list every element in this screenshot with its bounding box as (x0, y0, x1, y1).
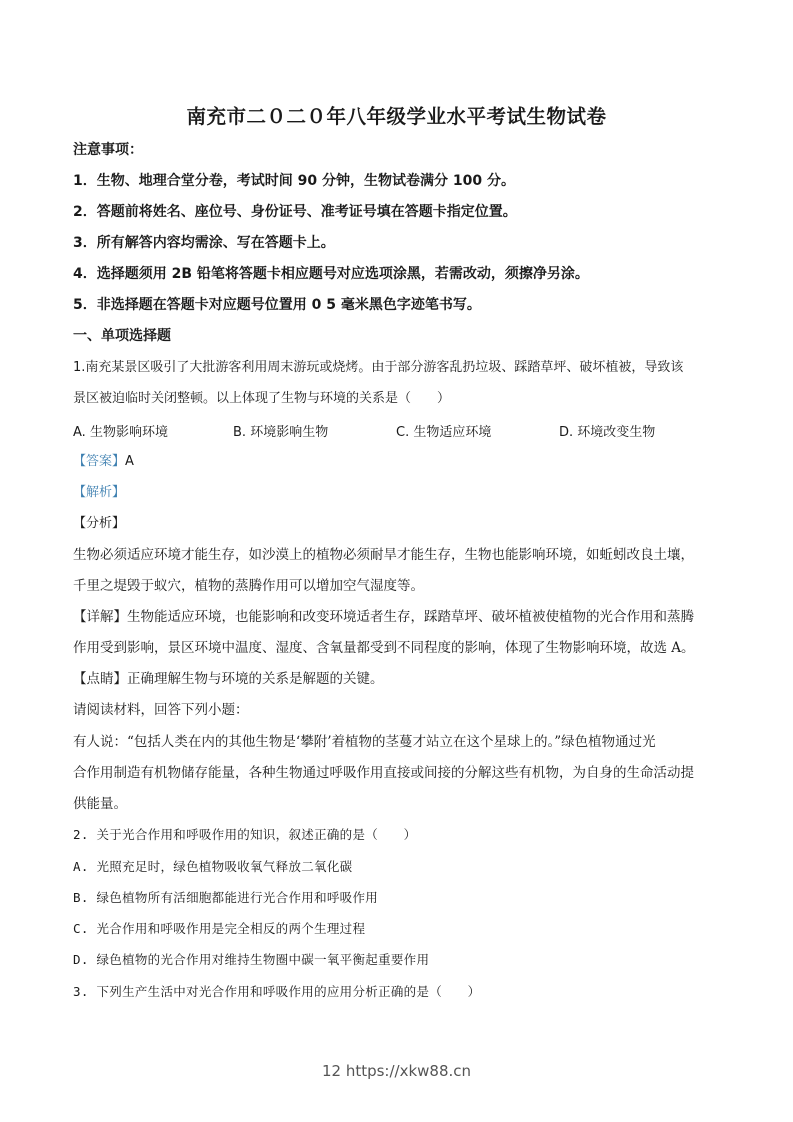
q1-stem-line-2: 景区被迫临时关闭整顿。以上体现了生物与环境的关系是（ ） (73, 391, 451, 406)
q1-option-a (73, 421, 168, 440)
q1-option-d-text: 环境改变生物 (577, 425, 656, 440)
xiangjie-line-1 (73, 607, 694, 627)
page-title: 南充市二０二０年八年级学业水平考试生物试卷 (186, 105, 607, 128)
fenxi-line-1: 生物必须适应环境才能生存，如沙漠上的植物必须耐旱才能生存，生物也能影响环境，如蚯蚓改良土壤， (73, 547, 694, 563)
q2-option-a: A. 光照充足时，绿色植物吸收氧气释放二氧化碳 (73, 859, 353, 874)
material-intro: 请阅读材料，回答下列小题： (73, 702, 249, 718)
analysis-tag: 【解析】 (73, 485, 126, 500)
q2-option-b: B. 绿色植物所有活细胞都能进行光合作用和呼吸作用 (73, 890, 379, 905)
q1-option-c-label: C. (396, 425, 410, 440)
q1-option-d-label: D. (559, 425, 574, 440)
material-line-2: 合作用制造有机物储存能量，各种生物通过呼吸作用直接或间接的分解这些有机物，为自身的生命活动提 (73, 765, 694, 781)
q1-option-a-label: A. (73, 425, 86, 440)
fenxi-tag: 【分析】 (73, 516, 126, 531)
q1-analysis (73, 483, 125, 503)
q1-option-b-text: 环境影响生物 (250, 425, 329, 440)
q2-option-d: D. 绿色植物的光合作用对维持生物圈中碳一氧平衡起重要作用 (73, 952, 430, 967)
fenxi-line-2: 千里之堤毁于蚁穴，植物的蒸腾作用可以增加空气湿度等。 (73, 578, 424, 594)
notice-item-3: 3．所有解答内容均需涂、写在答题卡上。 (73, 235, 335, 251)
notice-item-1: 1．生物、地理合堂分卷，考试时间 90 分钟，生物试卷满分 100 分。 (73, 173, 515, 189)
page-footer: 12 https://xkw88.cn (321, 1062, 472, 1080)
notice-item-2: 2．答题前将姓名、座位号、身份证号、准考证号填在答题卡指定位置。 (73, 204, 517, 220)
q1-option-b (233, 421, 328, 440)
dianjing-tag: 【点睛】 (73, 671, 127, 687)
section-heading: 一、单项选择题 (73, 328, 171, 344)
q2-option-c: C. 光合作用和呼吸作用是完全相反的两个生理过程 (73, 921, 366, 936)
q1-option-c (396, 421, 491, 440)
q1-option-b-label: B. (233, 425, 247, 440)
q1-answer (73, 452, 134, 472)
q3-stem: 3. 下列生产生活中对光合作用和呼吸作用的应用分析正确的是（ ） (73, 984, 481, 999)
notice-item-5: 5．非选择题在答题卡对应题号位置用 0 5 毫米黑色字迹笔书写。 (73, 297, 481, 313)
answer-value: A (125, 454, 134, 469)
q1-option-d (559, 421, 655, 440)
q1-stem-line-1: 1.南充某景区吸引了大批游客利用周末游玩或烧烤。由于部分游客乱扔垃圾、踩踏草坪、破坏植被，导致该 (73, 360, 684, 375)
q1-option-a-text: 生物影响环境 (89, 425, 168, 440)
xiangjie-tag: 【详解】 (73, 609, 127, 625)
dianjing-line (73, 669, 384, 689)
q1-option-c-text: 生物适应环境 (413, 425, 492, 440)
material-line-1: 有人说：“包括人类在内的其他生物是‘攀附’着植物的茎蔓才站立在这个星球上的。”绿色植物通过光 (73, 734, 656, 750)
xiangjie-text-1: 生物能适应环境，也能影响和改变环境适者生存，踩踏草坪、破坏植被使植物的光合作用和蒸腾 (127, 609, 694, 625)
material-line-3: 供能量。 (73, 796, 127, 812)
notice-item-4: 4．选择题须用 2B 铅笔将答题卡相应题号对应选项涂黑，若需改动，须擦净另涂。 (73, 266, 589, 282)
xiangjie-line-2: 作用受到影响，景区环境中温度、湿度、含氧量都受到不同程度的影响，体现了生物影响环境，故选 A。 (73, 640, 695, 656)
q2-stem: 2. 关于光合作用和呼吸作用的知识，叙述正确的是（ ） (73, 827, 417, 842)
answer-tag: 【答案】 (73, 454, 126, 469)
dianjing-text: 正确理解生物与环境的关系是解题的关键。 (127, 671, 384, 687)
notice-heading: 注意事项： (73, 142, 143, 158)
